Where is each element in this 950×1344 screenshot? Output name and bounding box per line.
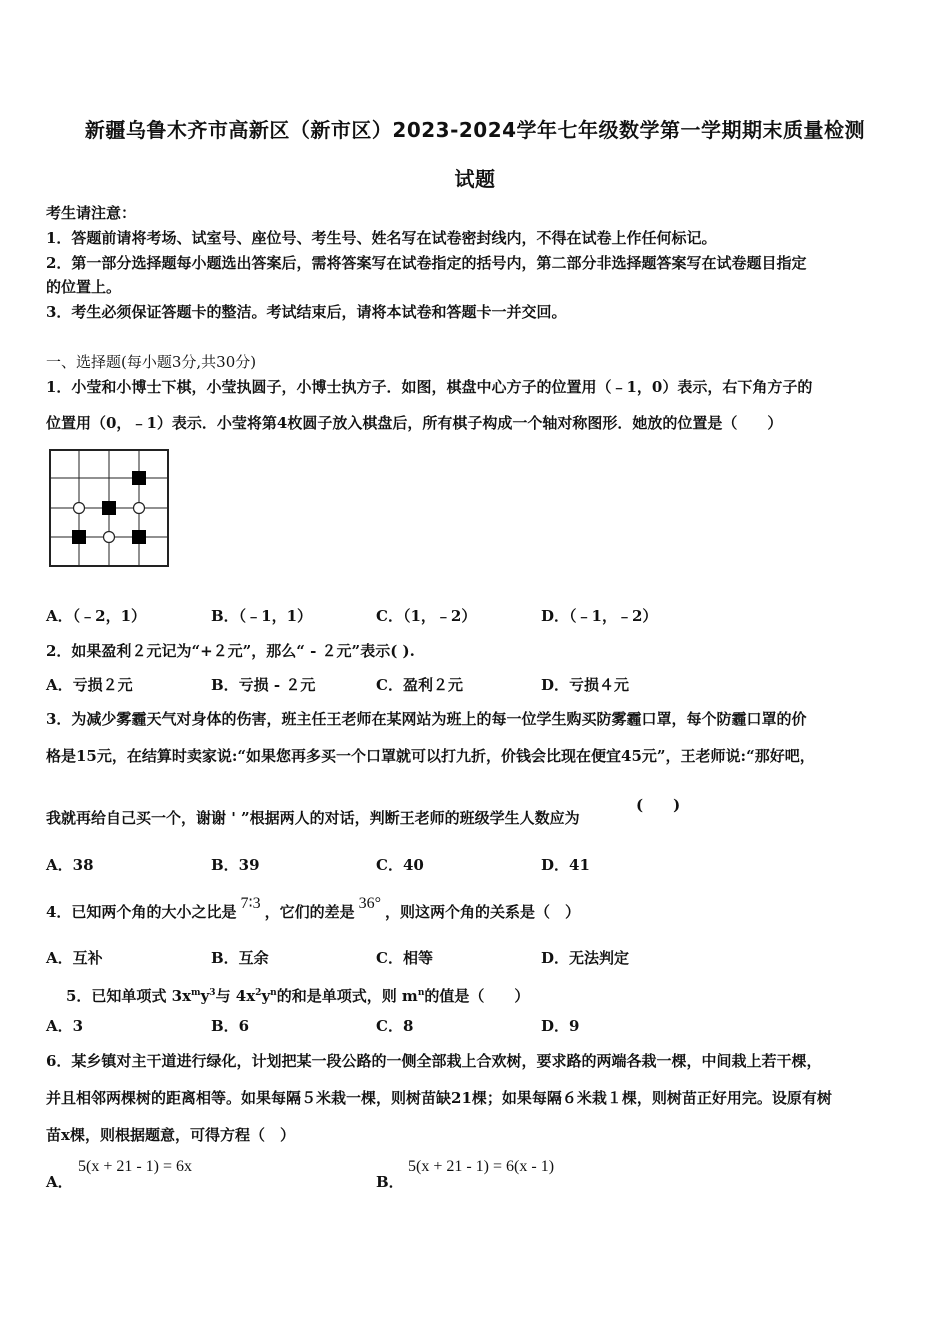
q4-text-mid: ，它们的差是 [264, 903, 355, 921]
q2-option-b: B．亏损 - ２元 [211, 676, 316, 694]
notice-heading: 考生请注意： [46, 204, 137, 222]
q5-sup-3: 3 [209, 988, 216, 998]
notice-item: 的位置上。 [46, 278, 122, 296]
q1-option-d: D．（﹣1，﹣2） [541, 607, 658, 625]
q4-option-a: A．互补 [46, 949, 103, 967]
q1-option-c: C．（1，﹣2） [376, 607, 477, 625]
q3-text-line1: 3．为减少雾霾天气对身体的伤害，班主任王老师在某网站为班上的每一位学生购买防雾霾口罩，每个防霾口罩的价 [46, 710, 807, 728]
q6-option-b-label: B． [376, 1173, 404, 1191]
q5-sup-n2: n [417, 988, 425, 998]
notice-item: 1．答题前请将考场、试室号、座位号、考生号、姓名写在试卷密封线内，不得在试卷上作任何标记。 [46, 229, 717, 247]
circle-piece [104, 532, 115, 543]
q1-text-line1: 1．小莹和小博士下棋，小莹执圆子，小博士执方子．如图，棋盘中心方子的位置用（﹣1，0）表示，右下角方子的 [46, 378, 813, 396]
chess-board-figure [48, 448, 170, 568]
q5-text [66, 983, 910, 1006]
notice-item: 3．考生必须保证答题卡的整洁。考试结束后，请将本试卷和答题卡一并交回。 [46, 303, 567, 321]
q5-sup-m: m [191, 988, 201, 998]
q3-option-d: D．41 [541, 856, 590, 874]
q6-text-line3: 苗x棵，则根据题意，可得方程（ ） [46, 1126, 295, 1144]
square-piece [72, 530, 86, 544]
q5-sup-n: n [270, 988, 277, 998]
q6-option-b-equation: 5(x + 21 - 1) = 6(x - 1) [408, 1158, 555, 1175]
q2-option-c: C．盈利２元 [376, 676, 463, 694]
q3-text-line3: 我就再给自己买一个，谢谢 ' ”根据两人的对话，判断王老师的班级学生人数应为 [46, 809, 580, 827]
q5-text-d: y [261, 987, 271, 1005]
circle-piece [74, 503, 85, 514]
q4-option-c: C．相等 [376, 949, 433, 967]
q3-text-line2: 格是15元，在结算时卖家说:“如果您再多买一个口罩就可以打九折，价钱会比现在便宜45元”，王老师说:“那好吧， [46, 747, 815, 765]
q1-text-line2: 位置用（0，﹣1）表示．小莹将第4枚圆子放入棋盘后，所有棋子构成一个轴对称图形．她放的位置是（ ） [46, 414, 783, 432]
q5-option-d: D．9 [541, 1017, 580, 1035]
q4-option-d: D．无法判定 [541, 949, 630, 967]
q2-option-a: A．亏损２元 [46, 676, 133, 694]
q1-option-b: B．（﹣1，1） [211, 607, 313, 625]
square-piece [132, 471, 146, 485]
q5-text-e: 的和是单项式，则 m [276, 987, 418, 1005]
exam-title-line2: 试题 [454, 167, 496, 191]
notice-item: 2．第一部分选择题每小题选出答案后，需将答案写在试卷指定的括号内，第二部分非选择题答案写在试卷题目指定 [46, 254, 807, 272]
q5-text-f: 的值是（ ） [424, 987, 530, 1005]
square-piece [102, 501, 116, 515]
q1-option-a: A．（﹣2，1） [46, 607, 147, 625]
q6-text-line1: 6．某乡镇对主干道进行绿化，计划把某一段公路的一侧全部栽上合欢树，要求路的两端各栽一棵，中间栽上若干棵， [46, 1052, 822, 1070]
exam-title-line1: 新疆乌鲁木齐市高新区（新市区）2023-2024学年七年级数学第一学期期末质量检测 [84, 118, 866, 142]
q4-text [46, 895, 910, 923]
q5-sup-2: 2 [255, 988, 262, 998]
q5-text-b: y [200, 987, 210, 1005]
q6-option-a-equation: 5(x + 21 - 1) = 6x [78, 1158, 193, 1175]
q4-difference: 36° [358, 895, 382, 912]
q4-text-pre: 4．已知两个角的大小之比是 [46, 903, 237, 921]
q6-text-line2: 并且相邻两棵树的距离相等。如果每隔５米栽一棵，则树苗缺21棵；如果每隔６米栽１棵，则树苗正好用完。设原有树 [46, 1089, 832, 1107]
q4-option-b: B．互余 [211, 949, 269, 967]
q4-ratio: 7∶3 [240, 895, 261, 912]
square-piece [132, 530, 146, 544]
q5-option-c: C．8 [376, 1017, 414, 1035]
q5-text-a: 5．已知单项式 3x [66, 987, 192, 1005]
circle-piece [134, 503, 145, 514]
q5-option-a: A．3 [46, 1017, 84, 1035]
q5-text-c: 与 4x [215, 987, 256, 1005]
q3-option-b: B．39 [211, 856, 260, 874]
q2-option-d: D．亏损４元 [541, 676, 630, 694]
section-heading: 一、选择题(每小题3分,共30分) [46, 353, 257, 371]
q4-text-post: ，则这两个角的关系是（ ） [385, 903, 581, 921]
q2-text: 2．如果盈利２元记为“+２元”，那么“ - ２元”表示( ). [46, 642, 415, 660]
q5-option-b: B．6 [211, 1017, 250, 1035]
q3-option-a: A．38 [46, 856, 94, 874]
q3-answer-bracket: ( ) [636, 796, 681, 814]
q6-option-a-label: A． [46, 1173, 73, 1191]
q3-option-c: C．40 [376, 856, 424, 874]
